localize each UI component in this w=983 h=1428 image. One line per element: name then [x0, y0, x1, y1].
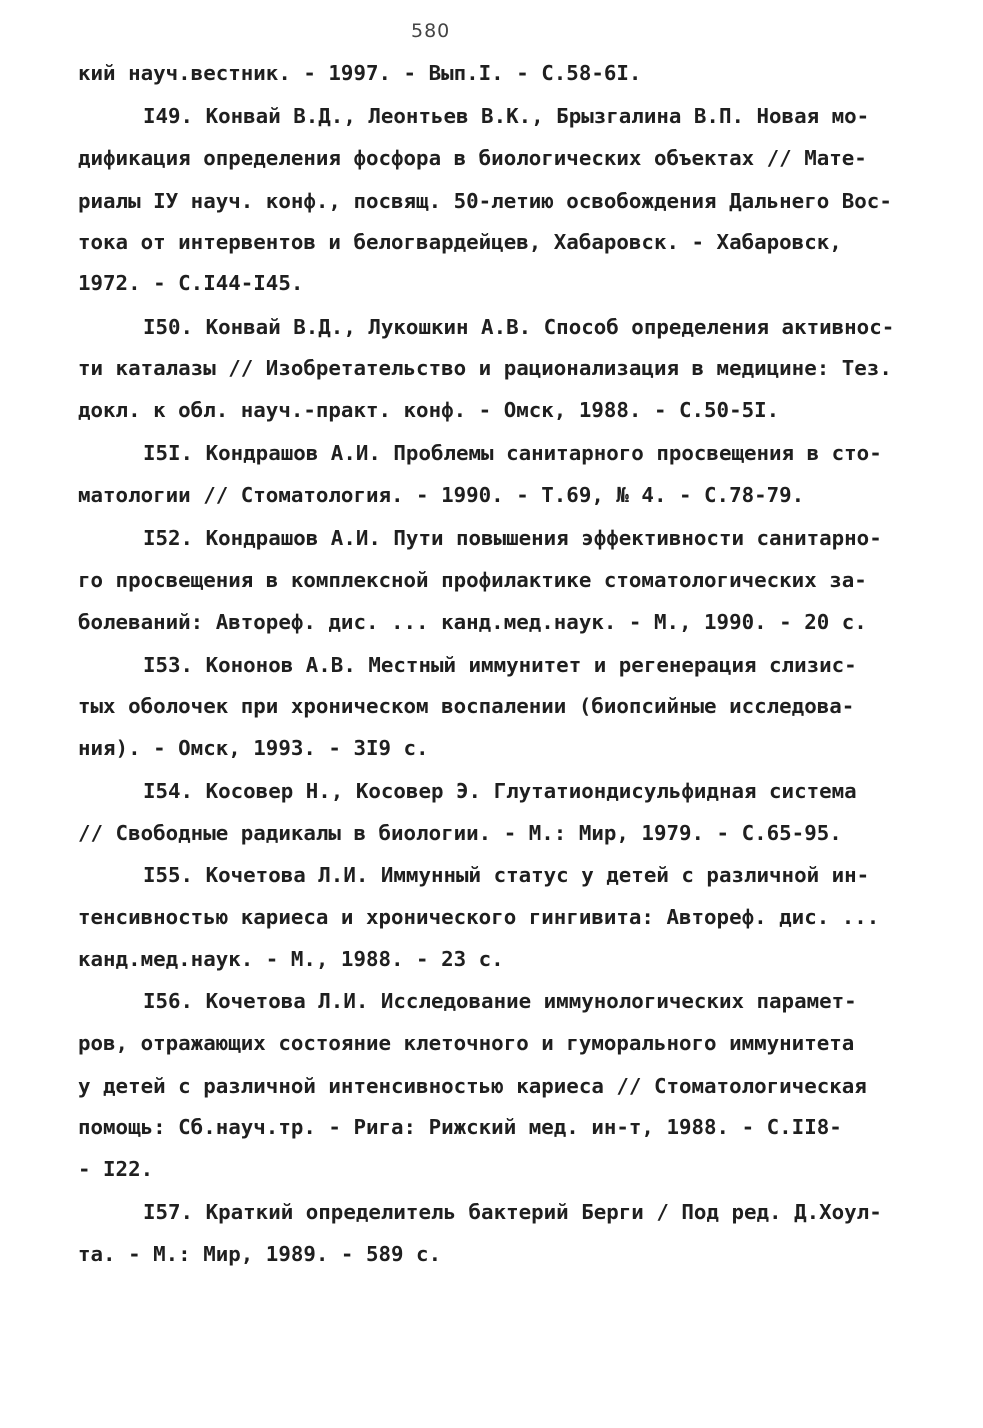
- text-line: канд.мед.наук. - М., 1988. - 23 с.: [78, 947, 504, 971]
- text-line: ти каталазы // Изобретательство и рационализация в медицине: Тез.: [78, 356, 892, 380]
- text-line: докл. к обл. науч.-практ. конф. - Омск, 1988. - С.50-5I.: [78, 398, 780, 422]
- text-line: матологии // Стоматология. - 1990. - Т.69, № 4. - С.78-79.: [78, 483, 805, 507]
- text-line: I52. Кондрашов А.И. Пути повышения эффективности санитарно-: [143, 526, 882, 550]
- text-line: риалы IУ науч. конф., посвящ. 50-летию освобождения Дальнего Вос-: [78, 189, 892, 213]
- text-line: I49. Конвай В.Д., Леонтьев В.К., Брызгалина В.П. Новая мо-: [143, 104, 870, 128]
- text-line: болеваний: Автореф. дис. ... канд.мед.наук. - М., 1990. - 20 с.: [78, 610, 867, 634]
- text-line: го просвещения в комплексной профилактике стоматологических за-: [78, 568, 867, 592]
- text-line: I5I. Кондрашов А.И. Проблемы санитарного просвещения в сто-: [143, 441, 882, 465]
- text-line: ров, отражающих состояние клеточного и гуморального иммунитета: [78, 1031, 855, 1055]
- text-line: кий науч.вестник. - 1997. - Вып.I. - С.58-6I.: [78, 61, 642, 85]
- text-line: тока от интервентов и белогвардейцев, Хабаровск. - Хабаровск,: [78, 230, 842, 254]
- text-line: дификация определения фосфора в биологических объектах // Мате-: [78, 146, 867, 170]
- text-line: I56. Кочетова Л.И. Исследование иммунологических парамет-: [143, 989, 857, 1013]
- text-line: I50. Конвай В.Д., Лукошкин А.В. Способ определения активнос-: [143, 315, 895, 339]
- text-line: тых оболочек при хроническом воспалении (биопсийные исследова-: [78, 694, 855, 718]
- text-line: та. - М.: Мир, 1989. - 589 с.: [78, 1242, 442, 1266]
- text-line: помощь: Сб.науч.тр. - Рига: Рижский мед. ин-т, 1988. - С.II8-: [78, 1115, 842, 1139]
- text-line: // Свободные радикалы в биологии. - М.: Мир, 1979. - С.65-95.: [78, 821, 842, 845]
- text-line: I54. Косовер Н., Косовер Э. Глутатиондисульфидная система: [143, 779, 857, 803]
- text-line: I53. Кононов А.В. Местный иммунитет и регенерация слизис-: [143, 653, 857, 677]
- text-line: - I22.: [78, 1157, 154, 1181]
- text-line: I55. Кочетова Л.И. Иммунный статус у детей с различной ин-: [143, 863, 870, 887]
- text-line: I57. Краткий определитель бактерий Берги / Под ред. Д.Хоул-: [143, 1200, 882, 1224]
- text-line: тенсивностью кариеса и хронического гингивита: Автореф. дис. ...: [78, 905, 880, 929]
- text-line: 1972. - С.I44-I45.: [78, 271, 304, 295]
- text-line: ния). - Омск, 1993. - 3I9 с.: [78, 736, 429, 760]
- text-line: у детей с различной интенсивностью кариеса // Стоматологическая: [78, 1074, 867, 1098]
- page-number: 580: [411, 20, 451, 42]
